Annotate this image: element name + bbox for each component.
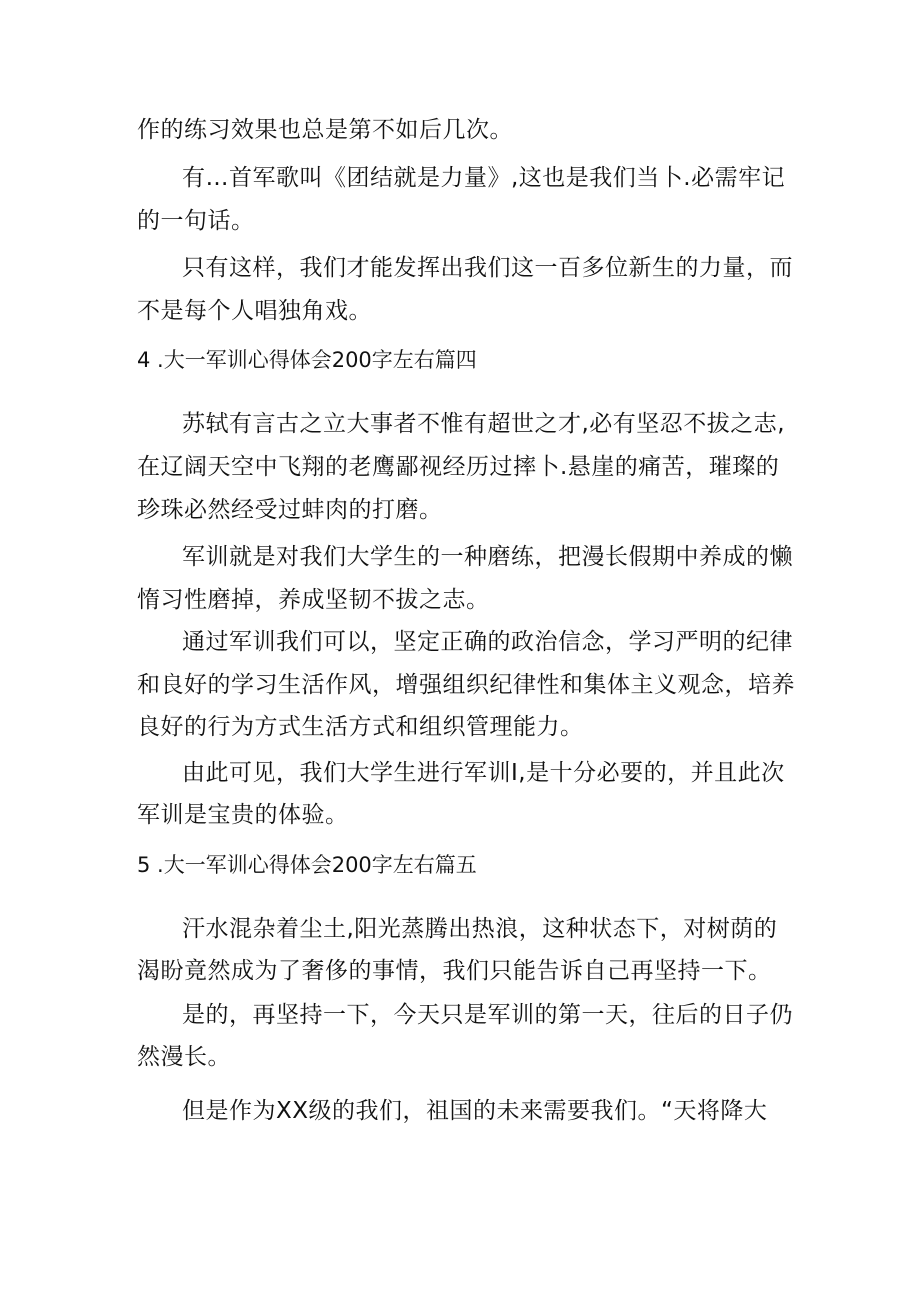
- text-line: 不是每个人唱独角戏。: [137, 298, 372, 324]
- text-line: 是的，再坚持一下，今天只是军训的第一天，往后的日子仍: [182, 1002, 793, 1028]
- text-line: 有…首军歌叫《团结就是力量》,这也是我们当卜.必需牢记: [182, 165, 786, 191]
- text-line: 由此可见，我们大学生进行军训I,是十分必要的，并且此次: [182, 760, 785, 786]
- text-line: 良好的行为方式生活方式和组织管理能力。: [137, 714, 584, 740]
- text-line: 和良好的学习生活作风，增强组织纪律性和集体主义观念，培养: [137, 672, 795, 698]
- text-line: 然漫长。: [137, 1044, 231, 1070]
- text-line: 但是作为XX级的我们，祖国的未来需要我们。“天将降大: [182, 1098, 768, 1124]
- text-line: 苏轼有言古之立大事者不惟有超世之才,必有坚忍不拔之志,: [182, 411, 786, 437]
- text-line: 珍珠必然经受过蚌肉的打磨。: [137, 497, 443, 523]
- text-line: 汗水混杂着尘土,阳光蒸腾出热浪，这种状态下，对树荫的: [182, 916, 778, 942]
- text-line: 军训是宝贵的体验。: [137, 802, 349, 828]
- section-heading: 4 .大一军训心得体会200字左右篇四: [137, 348, 477, 372]
- text-line: 在辽阔天空中飞翔的老鹰鄙视经历过摔卜.悬崖的痛苦，璀璨的: [137, 454, 780, 480]
- text-line: 的一句话。: [137, 208, 255, 234]
- text-line: 军训就是对我们大学生的一种磨练，把漫长假期中养成的懒: [182, 544, 793, 570]
- section-heading: 5 .大一军训心得体会200字左右篇五: [137, 853, 477, 877]
- text-line: 惰习性磨掉，养成坚韧不拔之志。: [137, 587, 490, 613]
- text-line: 渴盼竟然成为了奢侈的事情，我们只能告诉自己再坚持一下。: [137, 958, 772, 984]
- text-line: 作的练习效果也总是第不如后几次。: [137, 117, 513, 143]
- text-line: 通过军训我们可以，坚定正确的政治信念，学习严明的纪律: [182, 629, 793, 655]
- text-line: 只有这样，我们才能发挥出我们这一百多位新生的力量，而: [182, 255, 793, 281]
